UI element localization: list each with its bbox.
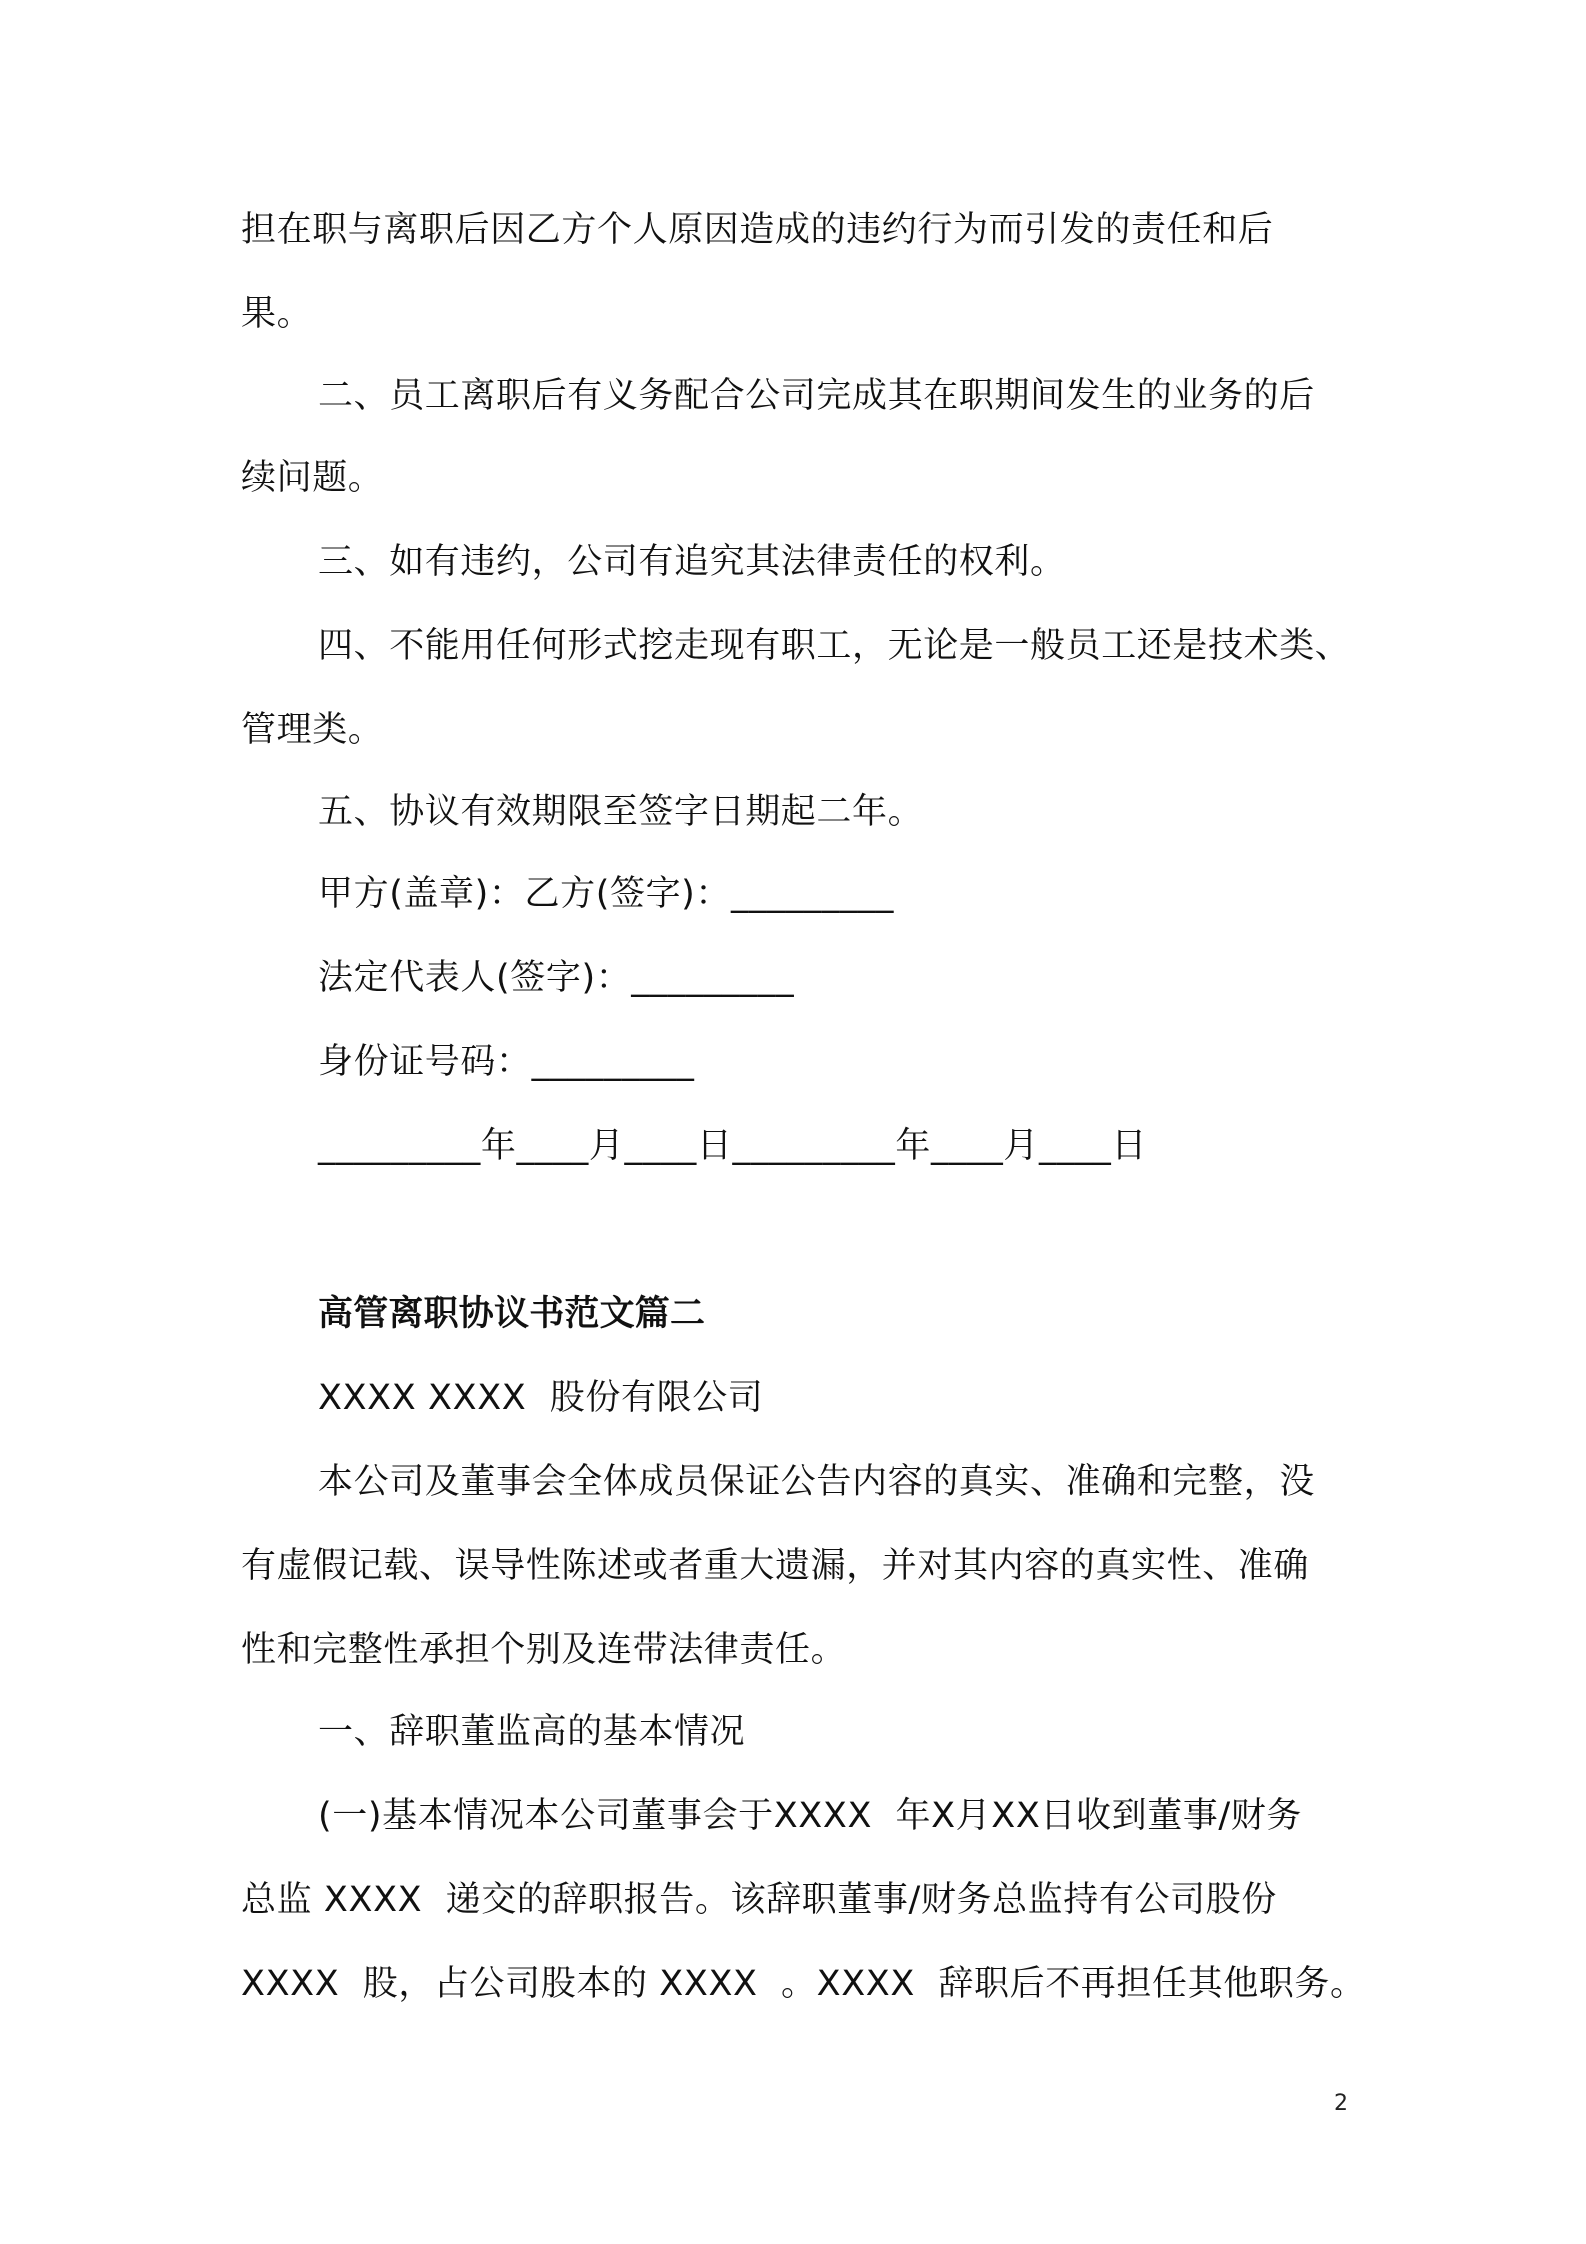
signature-id-number: 身份证号码：_________ (318, 1042, 695, 1082)
basic-info-line-1: (一)基本情况本公司董事会于XXXX 年X月XX日收到董事/财务 (318, 1796, 1302, 1836)
basic-info-line-2: 总监 XXXX 递交的辞职报告。该辞职董事/财务总监持有公司股份 (241, 1880, 1277, 1920)
basic-info-line-3: XXXX 股，占公司股本的 XXXX 。XXXX 辞职后不再担任其他职务。 (241, 1964, 1366, 2004)
signature-party-a-b: 甲方(盖章)：乙方(签字)：_________ (318, 874, 894, 914)
clause-two-line-2: 续问题。 (241, 458, 384, 498)
paragraph-line-continuation: 担在职与离职后因乙方个人原因造成的违约行为而引发的责任和后 (241, 210, 1274, 250)
statement-line-3: 性和完整性承担个别及连带法律责任。 (241, 1630, 847, 1670)
section-heading: 高管离职协议书范文篇二 (318, 1294, 706, 1334)
statement-line-2: 有虚假记载、误导性陈述或者重大遗漏，并对其内容的真实性、准确 (241, 1546, 1310, 1586)
signature-dates: _________年____月____日_________年____月____日 (318, 1126, 1148, 1166)
page-number: 2 (1334, 2091, 1348, 2116)
company-name: XXXX XXXX 股份有限公司 (318, 1378, 764, 1418)
statement-line-1: 本公司及董事会全体成员保证公告内容的真实、准确和完整，没 (318, 1462, 1315, 1502)
clause-four-line-2: 管理类。 (241, 710, 384, 750)
clause-five: 五、协议有效期限至签字日期起二年。 (318, 792, 924, 832)
signature-legal-representative: 法定代表人(签字)：_________ (318, 958, 795, 998)
clause-three: 三、如有违约，公司有追究其法律责任的权利。 (318, 542, 1066, 582)
clause-four-line-1: 四、不能用任何形式挖走现有职工，无论是一般员工还是技术类、 (318, 626, 1351, 666)
subsection-heading: 一、辞职董监高的基本情况 (318, 1712, 746, 1752)
paragraph-line-continuation: 果。 (241, 294, 313, 334)
clause-two-line-1: 二、员工离职后有义务配合公司完成其在职期间发生的业务的后 (318, 376, 1315, 416)
